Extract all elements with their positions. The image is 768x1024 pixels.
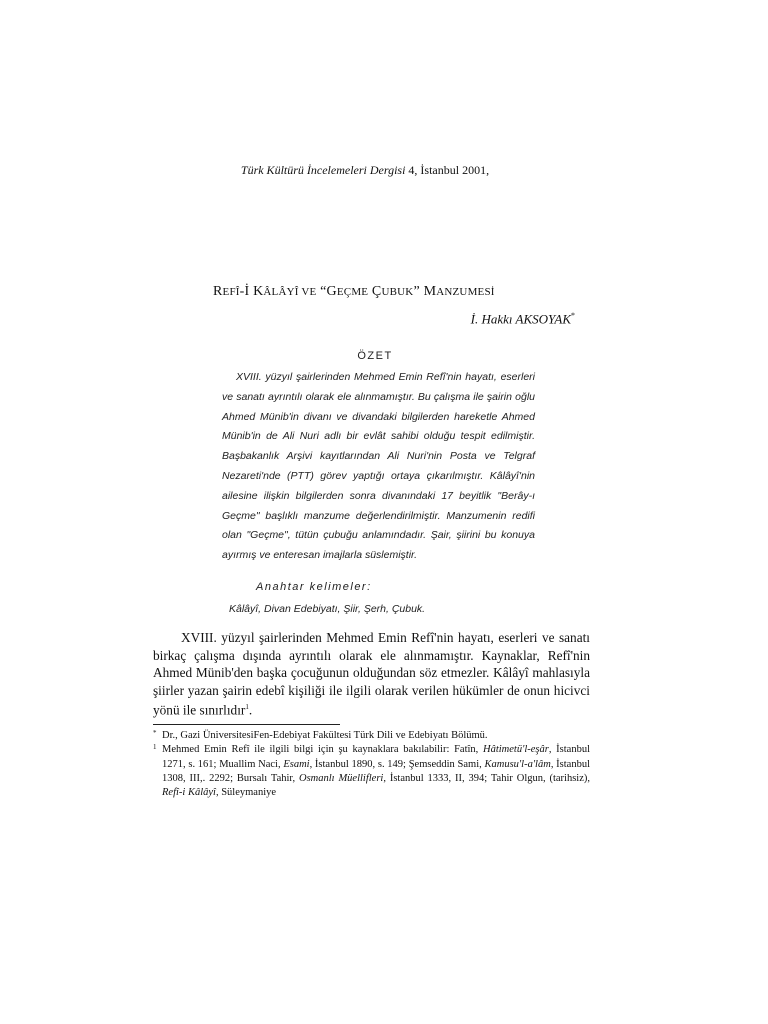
- abstract-body: XVIII. yüzyıl şairlerinden Mehmed Emin Refî'nin hayatı, eserleri ve sanatı ayrıntılı olarak ele alınmamıştır. Bu çalışma ile şairin oğlu Ahmed Münib'in divanı ve divandaki bilgilerden hareketle Ahmed Münib'in de Ali Nuri adlı bir evlât sahibi olduğu tespit edilmiştir. Başbakanlık Arşivi kayıtlarından Ali Nuri'nin Posta ve Telgraf Nezareti'nde (PTT) görev yaptığı ortaya çıkarılmıştır. Kâlâyî'nin ailesine ilişkin bilgilerden sonra divanındaki 17 beyitlik "Berây-ı Geçme" başlıklı manzume değerlendirilmiştir. Manzumenin redifi olan "Geçme", tütün çubuğu anlamındadır. Şair, şiirini bu konuya ayırmış ve enteresan imajlarla süslemiştir.: [222, 371, 535, 562]
- footnote-text: , İstanbul 1308, III,. 2292; Bursalı Tahir,: [162, 758, 591, 784]
- title-part: Ç: [368, 284, 382, 299]
- footnote-text: Dr., Gazi ÜniversitesiFen-Edebiyat Fakültesi Türk Dili ve Edebiyatı Bölümü.: [162, 730, 488, 741]
- abstract-heading: ÖZET: [357, 350, 393, 362]
- footnote-1: [153, 743, 590, 800]
- footnote-text: , İstanbul 1271, s. 161; Muallim Naci,: [162, 744, 590, 770]
- footnotes: [153, 729, 590, 800]
- title-part: EÇME: [336, 286, 369, 298]
- footnote-citation-title: Osmanlı Müellifleri: [298, 772, 384, 784]
- body-paragraph: [153, 629, 590, 719]
- journal-citation: [0, 163, 730, 178]
- body-text: XVIII. yüzyıl şairlerinden Mehmed Emin Refî'nin hayatı, eserleri ve sanatı birkaç çalışma dışında ayrıntılı olarak ele alınmamıştır. Kaynaklar, Refî'nin Ahmed Münib'den başka çocuğunun olduğundan söz etmezler. Kâlâyî mahlasıyla şiirler yazan şairin edebî kişiliği ile ilgili olarak verilen hükümler de onun hicivci yönü ile sınırlıdır: [153, 630, 590, 718]
- author-line: [471, 311, 575, 327]
- author-footnote-mark: *: [571, 311, 575, 320]
- footnote-author: [153, 729, 590, 743]
- title-part: UBUK: [381, 286, 414, 298]
- footnote-mark: 1: [153, 743, 157, 752]
- footnote-text: , İstanbul 1333, II, 394; Tahir Olgun, (tarihsiz),: [383, 772, 591, 784]
- keywords-heading: Anahtar kelimeler:: [256, 581, 372, 593]
- footnote-ref: 1: [245, 703, 249, 712]
- footnote-text: Mehmed Emin Refî ile ilgili bilgi için şu kaynaklara bakılabilir: Fatîn,: [162, 744, 483, 756]
- title-part: EFÎ: [222, 286, 240, 298]
- body-period: .: [248, 702, 253, 718]
- footnote-text: , İstanbul 1890, s. 149; Şemseddin Sami,: [309, 758, 485, 770]
- footnote-citation-title: Esami: [283, 758, 310, 770]
- footnote-mark: *: [153, 729, 157, 737]
- title-part: ÂLÂYÎ VE: [263, 286, 317, 298]
- footnote-citation-title: Refî-i Kâlâyî: [162, 787, 216, 799]
- journal-name: Türk Kültürü İncelemeleri Dergisi: [240, 163, 406, 177]
- article-title: [213, 284, 495, 300]
- footnote-citation-title: Hâtimetü'l-eşâr: [483, 744, 549, 756]
- journal-issue: 4, İstanbul 2001,: [405, 163, 490, 177]
- title-part: R: [213, 284, 223, 299]
- title-part: ANZUMESİ: [436, 286, 495, 298]
- author-name: İ. Hakkı AKSOYAK: [470, 311, 571, 327]
- footnote-citation-title: Kamusu'l-a'lâm: [484, 758, 551, 770]
- title-part: “G: [316, 284, 337, 299]
- title-part: -İ K: [239, 284, 264, 299]
- title-part: ” M: [413, 284, 437, 299]
- footnote-divider: [153, 724, 340, 725]
- keywords-list: Kâlâyî, Divan Edebiyatı, Şiir, Şerh, Çubuk.: [229, 603, 426, 615]
- footnote-text: , Süleymaniye: [215, 787, 277, 799]
